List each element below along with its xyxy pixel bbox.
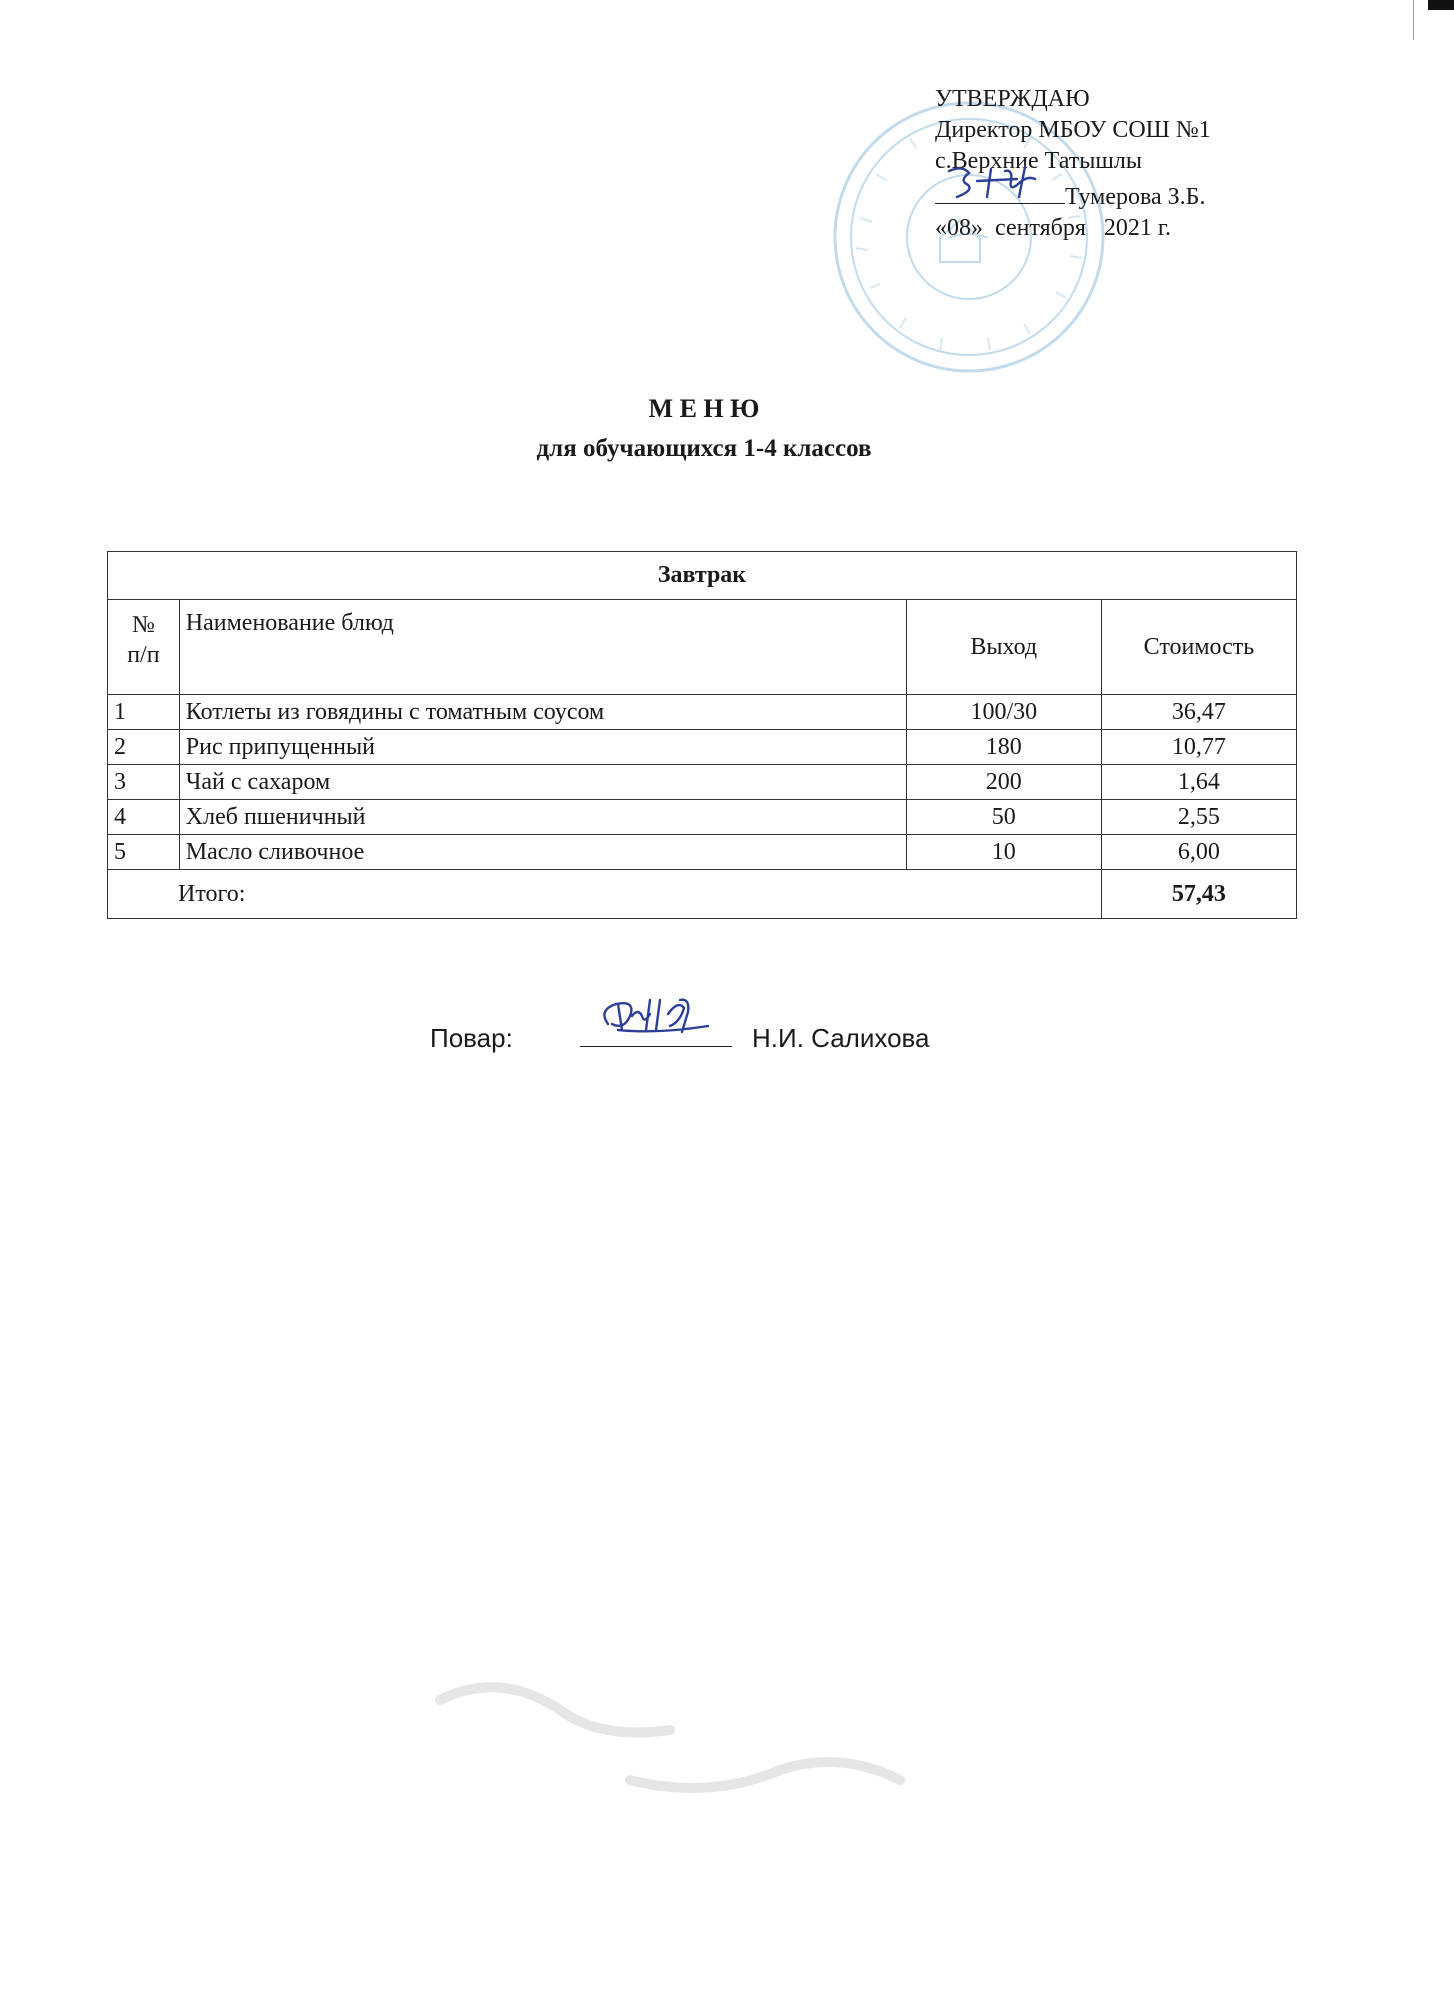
scan-edge-line [1413, 0, 1414, 40]
row-number: 1 [108, 695, 180, 730]
table-row [108, 765, 1297, 800]
column-header-row [108, 600, 1297, 695]
cook-name: Н.И. Салихова [752, 1023, 930, 1053]
date-month: сентября [995, 215, 1086, 241]
table-row [108, 730, 1297, 765]
column-header-name: Наименование блюд [179, 600, 906, 695]
date-day: «08» [935, 215, 983, 241]
date-year: 2021 г. [1103, 215, 1172, 241]
dish-cost: 2,55 [1101, 800, 1296, 835]
table-row [108, 695, 1297, 730]
row-number: 4 [108, 800, 180, 835]
column-header-number [108, 600, 180, 695]
column-header-number-line2: п/п [127, 642, 160, 668]
total-row [108, 870, 1297, 919]
dish-cost: 36,47 [1101, 695, 1296, 730]
dish-yield: 180 [906, 730, 1101, 765]
column-header-number-line1: № [131, 612, 155, 638]
document-subtitle: для обучающихся 1-4 классов [536, 435, 872, 462]
director-name: Тумерова З.Б. [1065, 184, 1206, 210]
dish-name: Котлеты из говядины с томатным соусом [179, 695, 906, 730]
dish-yield: 100/30 [906, 695, 1101, 730]
menu-table [107, 551, 1297, 919]
column-header-cost: Стоимость [1101, 600, 1296, 695]
dish-name: Рис припущенный [179, 730, 906, 765]
school-location: с.Верхние Татышлы [935, 148, 1142, 174]
table-row [108, 800, 1297, 835]
total-label: Итого: [108, 870, 1102, 919]
dish-yield: 10 [906, 835, 1101, 870]
section-title: Завтрак [108, 552, 1297, 600]
scan-smudge [430, 1660, 950, 1840]
scan-edge-mark [1428, 0, 1454, 10]
dish-yield: 200 [906, 765, 1101, 800]
cook-signature [580, 1012, 732, 1047]
director-signature [935, 177, 1065, 204]
approval-block [935, 84, 1211, 244]
approval-date [935, 213, 1211, 244]
row-number: 2 [108, 730, 180, 765]
section-header-row [108, 552, 1297, 600]
table-row [108, 835, 1297, 870]
total-value: 57,43 [1101, 870, 1296, 919]
document-title: М Е Н Ю [648, 394, 760, 423]
director-signature-line [935, 177, 1211, 213]
approval-heading: УТВЕРЖДАЮ [935, 86, 1090, 112]
director-position: Директор МБОУ СОШ №1 [935, 117, 1211, 143]
cook-signature-block [430, 1012, 930, 1054]
cook-label: Повар: [430, 1023, 513, 1053]
dish-name: Хлеб пшеничный [179, 800, 906, 835]
dish-cost: 10,77 [1101, 730, 1296, 765]
dish-yield: 50 [906, 800, 1101, 835]
dish-name: Чай с сахаром [179, 765, 906, 800]
row-number: 5 [108, 835, 180, 870]
dish-cost: 1,64 [1101, 765, 1296, 800]
dish-name: Масло сливочное [179, 835, 906, 870]
dish-cost: 6,00 [1101, 835, 1296, 870]
column-header-yield: Выход [906, 600, 1101, 695]
row-number: 3 [108, 765, 180, 800]
